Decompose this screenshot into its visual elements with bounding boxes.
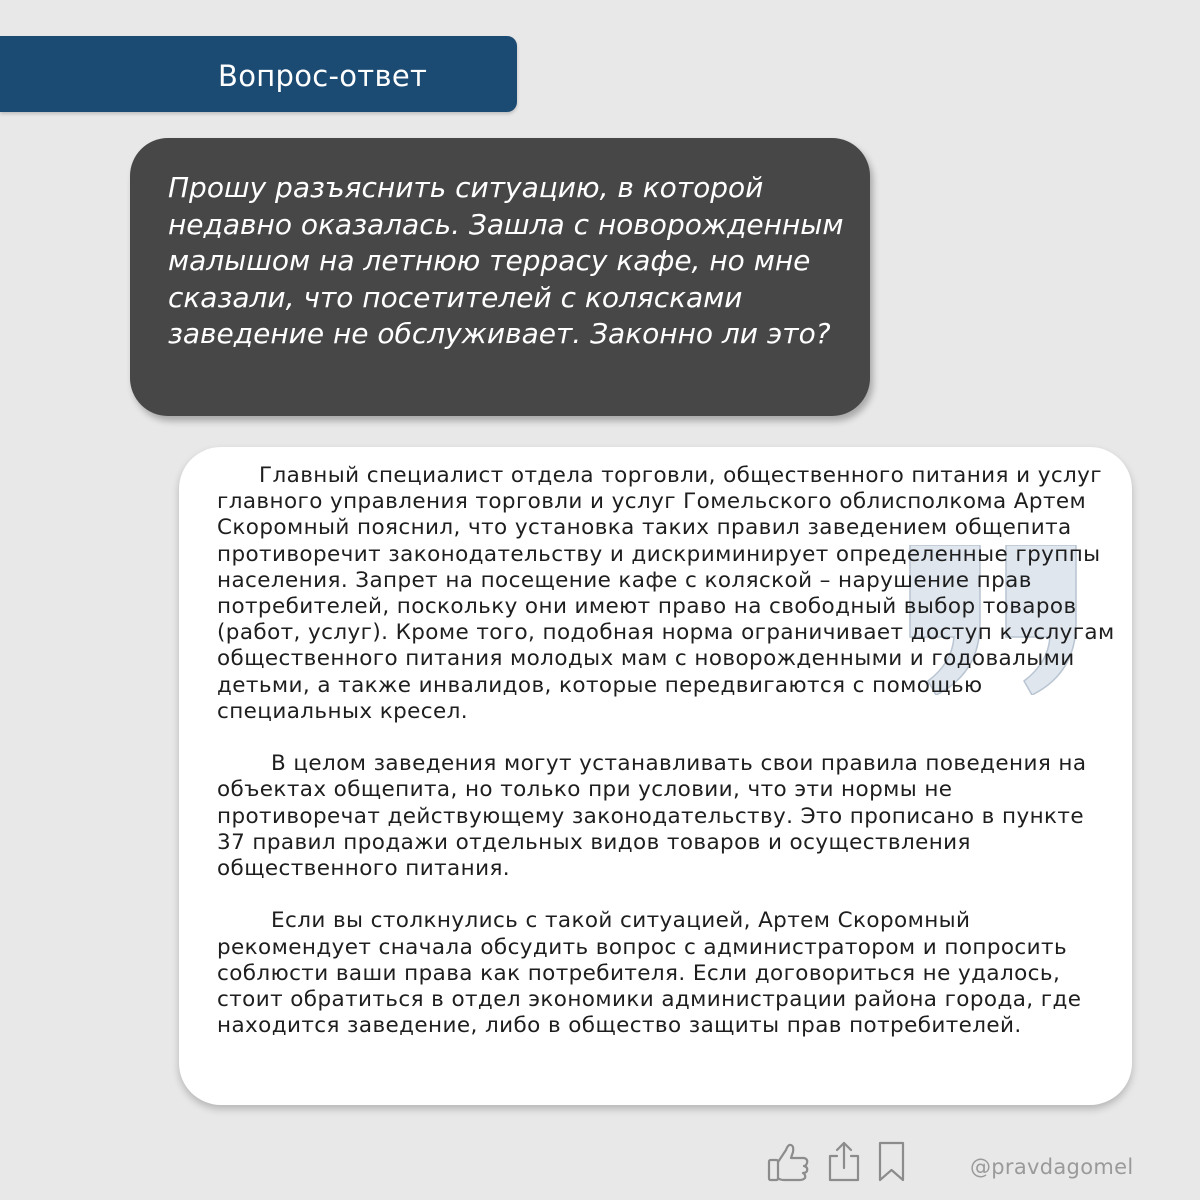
page-title: Вопрос-ответ [218, 59, 428, 93]
account-handle[interactable]: @pravdagomel [970, 1155, 1134, 1179]
thumbs-up-icon[interactable] [766, 1140, 812, 1184]
answer-text [217, 463, 1117, 1066]
question-text: Прошу разъяснить ситуацию, в которой недавно оказалась. Зашла с новорожденным малышом на летнюю террасу кафе, но мне сказали, что посетителей с колясками заведение не обслуживает. Законно ли это? [168, 171, 844, 350]
answer-paragraph-2: В целом заведения могут устанавливать свои правила поведения на объектах общепита, но только при условии, что эти нормы не противоречат действующему законодательству. Это прописано в пункте 37 правил продажи отдельных видов товаров и осуществления общественного питания. [217, 751, 1087, 882]
share-icon[interactable] [826, 1140, 862, 1184]
bookmark-icon[interactable] [876, 1140, 908, 1184]
answer-paragraph-1: Главный специалист отдела торговли, общественного питания и услуг главного управления торговли и услуг Гомельского облисполкома Артем Скоромный пояснил, что установка таких правил заведением общепита противоречит законодательству и дискриминирует определенные группы населения. Запрет на посещение кафе с коляской – нарушение прав потребителей, поскольку они имеют право на свободный выбор товаров (работ, услуг). Кроме того, подобная норма ограничивает доступ к услугам общественного питания молодых мам с новорожденными и годовалыми детьми, а также инвалидов, которые передвигаются с помощью специальных кресел. [217, 463, 1115, 724]
answer-paragraph-3: Если вы столкнулись с такой ситуацией, Артем Скоромный рекомендует сначала обсудить вопрос с администратором и попросить соблюсти ваши права как потребителя. Если договориться не удалось, стоит обратиться в отдел экономики администрации района города, где находится заведение, либо в общество защиты прав потребителей. [217, 908, 1082, 1039]
